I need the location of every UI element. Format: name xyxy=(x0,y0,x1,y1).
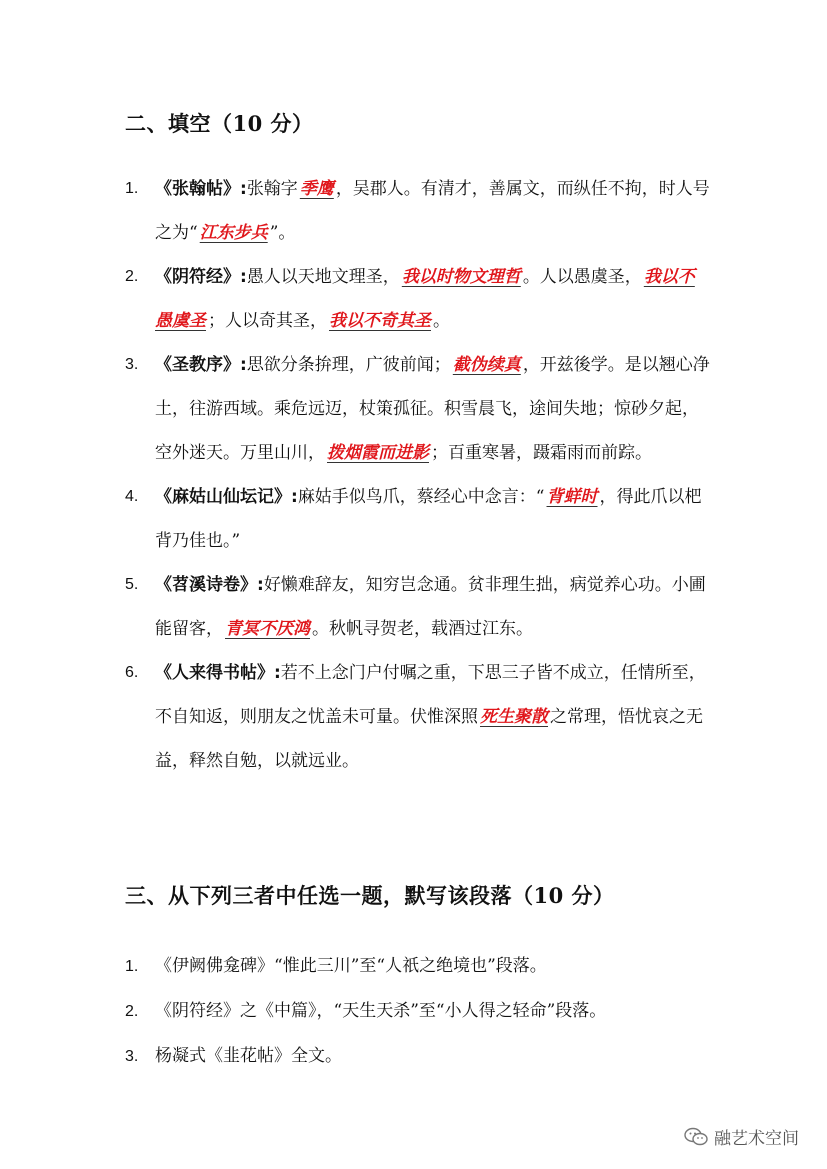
question-text: ；百重寒暑，蹑霜雨而前踪。 xyxy=(431,443,652,463)
answer-blank: 我以不愚虞圣 xyxy=(155,267,695,331)
question-text: ，开兹後学。是以翘心净土，往游西域。乘危远迈，杖策孤征。积雪晨飞，途间失地；惊砂夕起，空外迷天。万里山川， xyxy=(155,355,710,463)
option-item-2 xyxy=(125,989,710,1034)
section-3-title: 三、从下列三者中任选一题，默写该段落（10 分） xyxy=(125,883,615,908)
question-text: 之常理，悟忧哀之无益，释然自勉，以就远业。 xyxy=(155,707,703,771)
question-text: ”。 xyxy=(269,223,296,243)
work-title: 《阴符经》: xyxy=(155,267,247,287)
option-text: 杨凝式《韭花帖》全文。 xyxy=(155,1046,342,1066)
work-title: 《人来得书帖》: xyxy=(155,663,281,683)
option-text: 《阴符经》之《中篇》，“天生天杀”至“小人得之轻命”段落。 xyxy=(155,1001,607,1021)
answer-blank: 截伪续真 xyxy=(452,355,521,375)
question-number: 2. xyxy=(125,268,139,285)
answer-blank: 背蛘时 xyxy=(546,487,598,507)
question-item-4 xyxy=(125,475,710,563)
answer-blank: 拨烟霞而进影 xyxy=(327,443,429,463)
question-text: 若不上念门户付嘱之重，下思三子皆不成立，任情所至，不自知返，则朋友之忧盖未可量。伏惟深照 xyxy=(155,663,706,727)
answer-blank: 死生聚散 xyxy=(480,707,548,727)
question-item-6 xyxy=(125,651,710,783)
question-text: 张翰字 xyxy=(246,179,298,199)
question-text: 愚人以天地文理圣， xyxy=(246,267,400,287)
question-text: ，得此爪以杷背乃佳也。” xyxy=(155,487,702,551)
work-title: 《圣教序》: xyxy=(155,355,247,375)
answer-blank: 江东步兵 xyxy=(199,223,268,243)
work-title: 《麻姑山仙坛记》: xyxy=(155,487,298,507)
question-item-1 xyxy=(125,167,710,255)
question-text: 麻姑手似鸟爪，蔡经心中念言：“ xyxy=(297,487,545,507)
fill-in-question-list xyxy=(125,167,710,783)
question-text: 好懒难辞友，知穷岂念通。贫非理生拙，病觉养心功。小圃能留客， xyxy=(155,575,706,639)
wechat-icon xyxy=(684,1127,708,1147)
work-title: 《苕溪诗卷》: xyxy=(155,575,264,595)
question-text: 。 xyxy=(433,311,450,331)
answer-blank: 我以不奇其圣 xyxy=(329,311,431,331)
question-number: 4. xyxy=(125,488,139,505)
answer-blank: 青冥不厌鸿 xyxy=(225,619,310,639)
option-text: 《伊阙佛龛碑》“惟此三川”至“人祇之绝境也”段落。 xyxy=(155,956,547,976)
work-title: 《张翰帖》: xyxy=(155,179,247,199)
option-item-1 xyxy=(125,944,710,989)
question-item-3 xyxy=(125,343,710,475)
watermark xyxy=(684,1124,799,1149)
answer-blank: 季鹰 xyxy=(299,179,334,199)
option-item-3 xyxy=(125,1034,710,1079)
question-text: 。人以愚虞圣， xyxy=(522,267,642,287)
option-number: 2. xyxy=(125,1003,139,1020)
question-number: 3. xyxy=(125,356,139,373)
question-text: 。秋帆寻贺老，载酒过江东。 xyxy=(312,619,533,639)
section-2-title: 二、填空（10 分） xyxy=(125,111,314,136)
question-text: 思欲分条拚理，广彼前闻； xyxy=(246,355,451,375)
question-text: ，吴郡人。有清才，善属文，而纵任不拘，时人号之为“ xyxy=(155,179,710,243)
question-number: 5. xyxy=(125,576,139,593)
option-number: 3. xyxy=(125,1048,139,1065)
question-text: ；人以奇其圣， xyxy=(208,311,327,331)
watermark-label: 融艺术空间 xyxy=(714,1129,799,1149)
dictation-option-list xyxy=(125,944,710,1079)
question-number: 1. xyxy=(125,180,139,197)
question-number: 6. xyxy=(125,664,139,681)
option-number: 1. xyxy=(125,958,139,975)
answer-blank: 我以时物文理哲 xyxy=(401,267,521,287)
question-item-2 xyxy=(125,255,710,343)
question-item-5 xyxy=(125,563,710,651)
